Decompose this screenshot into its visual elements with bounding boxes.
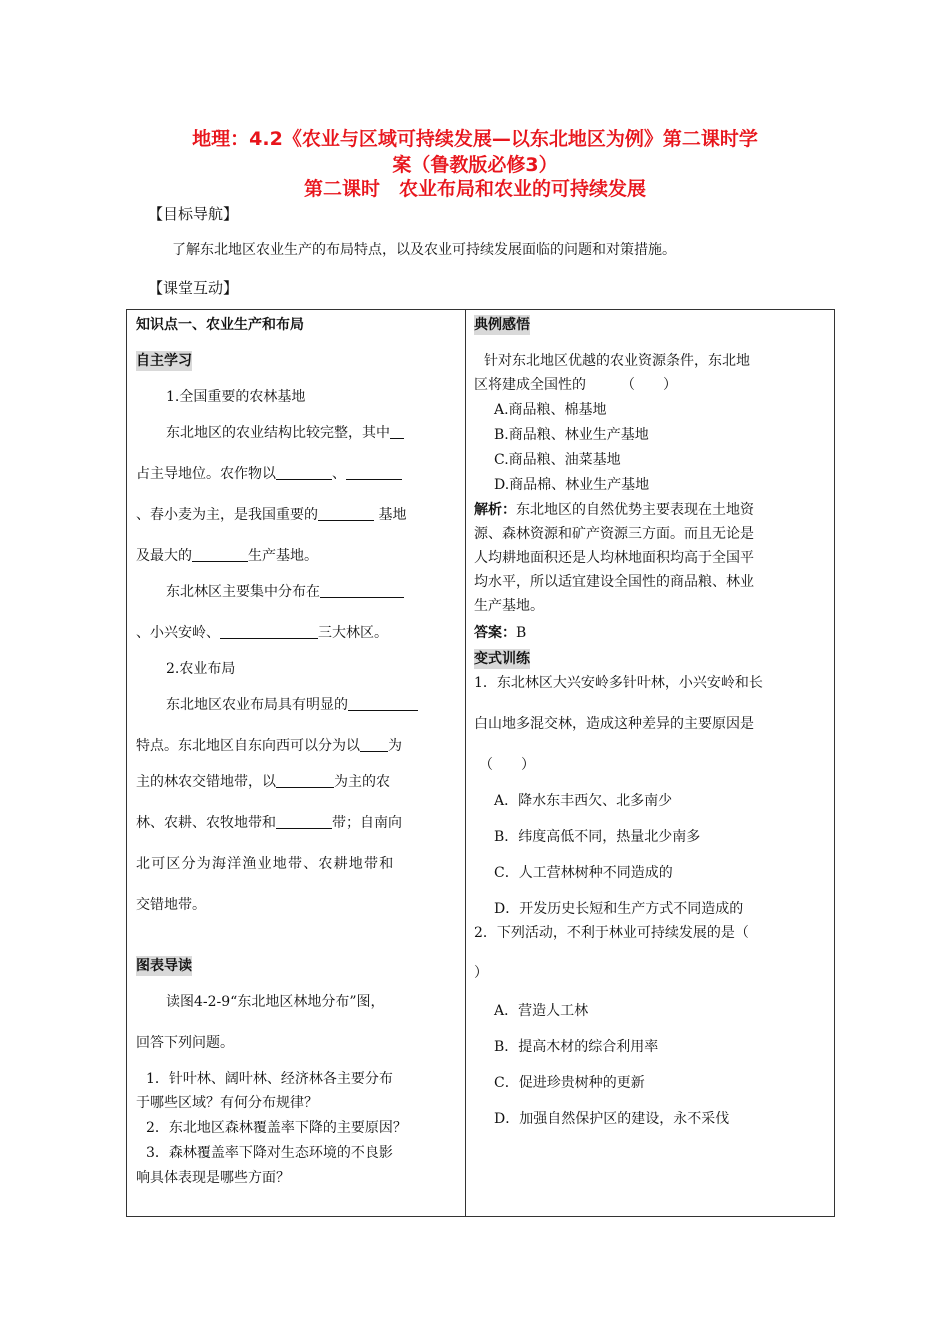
para3-line6: 交错地带。 xyxy=(136,897,206,913)
blank[interactable] xyxy=(390,423,404,439)
para1-line2: 占主导地位。农作物以 、 xyxy=(136,464,402,484)
answer-label: 答案： xyxy=(474,625,516,641)
variant1-option-a: A．降水东丰西欠、北多南少 xyxy=(494,793,673,809)
question3-line2: 响具体表现是哪些方面？ xyxy=(136,1170,290,1186)
variant2-stem-line2: ） xyxy=(474,965,488,981)
content-table xyxy=(126,309,835,1217)
item1-title: 1.全国重要的农林基地 xyxy=(166,389,306,405)
classroom-heading: 【课堂互动】 xyxy=(148,279,239,297)
knowledge-point-title: 知识点一、农业生产和布局 xyxy=(136,317,304,333)
goal-text: 了解东北地区农业生产的布局特点，以及农业可持续发展面临的问题和对策措施。 xyxy=(172,242,676,258)
para3-line5: 北可区分为海洋渔业地带、农耕地带和 xyxy=(136,856,395,872)
para1-line3: 、春小麦为主，是我国重要的 基地 xyxy=(136,507,407,523)
blank[interactable] xyxy=(192,546,248,562)
analysis-label: 解析： xyxy=(474,502,516,518)
item2-title: 2.农业布局 xyxy=(166,661,236,677)
variant2-option-d: D．加强自然保护区的建设，永不采伐 xyxy=(494,1111,730,1127)
question2: 2．东北地区森林覆盖率下降的主要原因？ xyxy=(146,1120,407,1136)
goal-heading: 【目标导航】 xyxy=(148,205,239,223)
variant1-option-d: D．开发历史长短和生产方式不同造成的 xyxy=(494,901,744,917)
blank[interactable] xyxy=(360,736,388,752)
answer-line xyxy=(474,623,526,643)
example-option-b: B.商品粮、林业生产基地 xyxy=(494,427,649,443)
variant2-option-c: C．促进珍贵树种的更新 xyxy=(494,1075,645,1091)
para1-line1: 东北地区的农业结构比较完整，其中 xyxy=(166,423,404,443)
example-option-c: C.商品粮、油菜基地 xyxy=(494,452,621,468)
blank[interactable] xyxy=(348,695,418,711)
analysis-line5: 生产基地。 xyxy=(474,598,544,614)
variant1-option-b: B．纬度高低不同，热量北少南多 xyxy=(494,829,701,845)
variant1-stem-line2: 白山地多混交林，造成这种差异的主要原因是 xyxy=(474,716,754,732)
question1-line2: 于哪些区域？有何分布规律？ xyxy=(136,1095,318,1111)
doc-title-line-1: 地理：4.2《农业与区域可持续发展—以东北地区为例》第二课时学 xyxy=(192,128,758,150)
question1-line1: 1．针叶林、阔叶林、经济林各主要分布 xyxy=(146,1071,393,1087)
variant2-option-a: A．营造人工林 xyxy=(494,1003,589,1019)
para1-line4: 及最大的 生产基地。 xyxy=(136,548,318,564)
variant1-stem-line3: （ ） xyxy=(479,757,535,773)
blank[interactable] xyxy=(346,464,402,480)
example-stem-line1: 针对东北地区优越的农业资源条件，东北地 xyxy=(484,353,750,369)
blank[interactable] xyxy=(220,623,318,639)
blank[interactable] xyxy=(276,772,334,788)
para3-line3: 主的林农交错地带，以 为主的农 xyxy=(136,774,390,790)
para3-line4: 林、农耕、农牧地带和 带；自南向 xyxy=(136,815,402,831)
example-option-a: A.商品粮、棉基地 xyxy=(494,402,607,418)
column-divider xyxy=(465,310,466,1216)
variant1-stem-line1: 1．东北林区大兴安岭多针叶林，小兴安岭和长 xyxy=(474,675,763,691)
blank[interactable] xyxy=(320,582,404,598)
example-stem-line2: 区将建成全国性的 （ ） xyxy=(474,377,677,393)
blank[interactable] xyxy=(276,813,332,829)
self-study-heading: 自主学习 xyxy=(136,353,192,369)
analysis-line1: 解析：东北地区的自然优势主要表现在土地资 xyxy=(474,502,754,518)
doc-subtitle: 第二课时 农业布局和农业的可持续发展 xyxy=(303,178,646,200)
question3-line1: 3．森林覆盖率下降对生态环境的不良影 xyxy=(146,1145,393,1161)
variant2-stem-line1: 2．下列活动，不利于林业可持续发展的是（ xyxy=(474,925,749,941)
answer-value: B xyxy=(516,625,527,641)
example-option-d: D.商品棉、林业生产基地 xyxy=(494,477,650,493)
chart-guide-line2: 回答下列问题。 xyxy=(136,1035,234,1051)
example-heading: 典例感悟 xyxy=(474,317,530,333)
analysis-line4: 均水平，所以适宜建设全国性的商品粮、林业 xyxy=(474,574,754,590)
variant-heading: 变式训练 xyxy=(474,651,530,667)
para2-line2: 、小兴安岭、 三大林区。 xyxy=(136,625,388,641)
para3-line1: 东北地区农业布局具有明显的 xyxy=(166,695,418,715)
blank[interactable] xyxy=(276,464,332,480)
doc-title-line-2: 案（鲁教版必修3） xyxy=(392,154,558,176)
chart-guide-heading: 图表导读 xyxy=(136,958,192,974)
variant1-option-c: C．人工营林树种不同造成的 xyxy=(494,865,673,881)
para2-line1: 东北林区主要集中分布在 xyxy=(166,582,404,602)
analysis-line2: 源、森林资源和矿产资源三方面。而且无论是 xyxy=(474,526,754,542)
chart-guide-line1: 读图4-2-9“东北地区林地分布”图， xyxy=(166,994,385,1010)
para3-line2: 特点。东北地区自东向西可以分为以 为 xyxy=(136,738,402,754)
blank[interactable] xyxy=(318,505,374,521)
variant2-option-b: B．提高木材的综合利用率 xyxy=(494,1039,659,1055)
analysis-line3: 人均耕地面积还是人均林地面积均高于全国平 xyxy=(474,550,754,566)
